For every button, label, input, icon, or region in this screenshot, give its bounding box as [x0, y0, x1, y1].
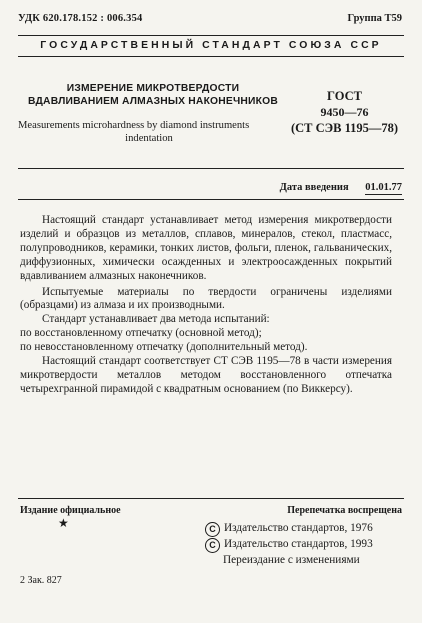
gost-designation [282, 88, 407, 137]
copyright-line-1 [205, 521, 373, 537]
paragraph-methods: Стандарт устанавливает два метода испытаний: [42, 313, 270, 326]
body-text [20, 214, 392, 397]
title-english-line2: indentation [125, 132, 173, 144]
date-rule [18, 199, 404, 200]
title-russian-line2: ВДАВЛИВАНИЕМ АЛМАЗНЫХ НАКОНЕЧНИКОВ [28, 96, 278, 107]
official-edition: Издание официальное [20, 505, 121, 516]
top-rule [18, 35, 404, 36]
title-russian-line1: ИЗМЕРЕНИЕ МИКРОТВЕРДОСТИ [66, 83, 240, 94]
reprint-prohibited: Перепечатка воспрещена [287, 505, 402, 516]
title-english [18, 120, 280, 145]
publisher-1976: Издательство стандартов, 1976 [224, 522, 373, 534]
title-rule [18, 168, 404, 169]
copyright-block [205, 521, 373, 569]
publisher-1993: Издательство стандартов, 1993 [224, 538, 373, 550]
method-item-1: по восстановленному отпечатку (основной метод); [20, 327, 262, 340]
paragraph-limits: Испытуемые материалы по твердости ограничены изделиями (образцами) из алмаза и их производными. [20, 285, 392, 312]
footer-rule [18, 498, 404, 499]
gost-cev-number: (СТ СЭВ 1195—78) [290, 121, 399, 135]
method-item-2: по невосстановленному отпечатку (дополнительный метод). [20, 341, 308, 354]
udk-code: УДК 620.178.152 : 006.354 [18, 13, 143, 24]
gost-label: ГОСТ [327, 89, 362, 103]
intro-date-value: 01.01.77 [365, 182, 402, 193]
intro-date [280, 182, 402, 193]
order-number: 2 Зак. 827 [20, 575, 62, 586]
copyright-icon: С [205, 538, 220, 553]
reissue-note: Переиздание с изменениями [223, 554, 360, 566]
paragraph-scope: Настоящий стандарт устанавливает метод измерения микротвердости изделий и образцов из металлов, сплавов, минералов, стекол, пластмасс, полупроводников, керамики, тонких листов, фольги, пленок, гальванических, диффузионных, химически осажденных и электроосажденных покрытий вдавливанием алмазных наконечников. [20, 214, 392, 282]
title-english-line1: Measurements microhardness by diamond instruments [18, 120, 250, 131]
copyright-line-2 [205, 537, 373, 553]
gost-number: 9450—76 [320, 105, 369, 119]
paragraph-correspondence: Настоящий стандарт соответствует СТ СЭВ 1195—78 в части измерения микротвердости металлов методом восстановленного отпечатка четырехгранной пирамидой с квадратным основанием (по Виккерсу). [20, 355, 392, 395]
intro-date-label: Дата введения [279, 182, 349, 193]
standard-banner: ГОСУДАРСТВЕННЫЙ СТАНДАРТ СОЮЗА ССР [40, 40, 382, 51]
banner-rule [18, 56, 404, 57]
group-code: Группа Т59 [347, 13, 402, 24]
title-russian [28, 82, 278, 108]
star-icon: ★ [58, 516, 69, 530]
copyright-icon: С [205, 522, 220, 537]
